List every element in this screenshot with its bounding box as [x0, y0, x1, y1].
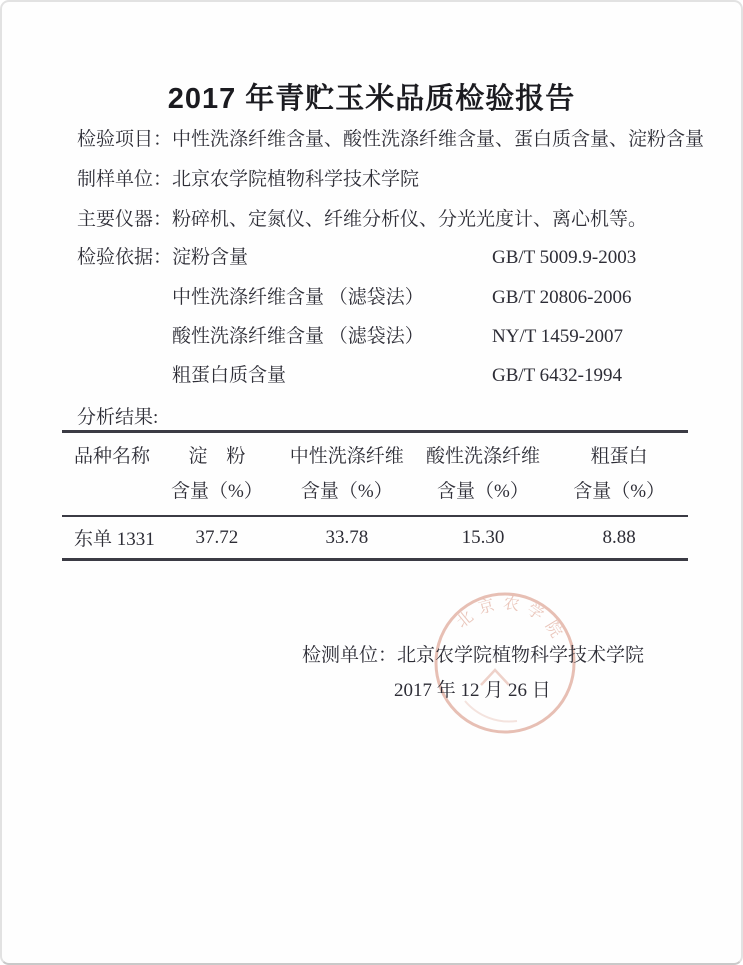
basis-item: 中性洗涤纤维含量 （滤袋法） — [172, 287, 424, 308]
basis-standard: GB/T 5009.9-2003 — [492, 247, 637, 268]
sampling-unit-label: 制样单位： — [77, 169, 173, 190]
basis-standard: NY/T 1459-2007 — [492, 326, 624, 347]
basis-row — [172, 247, 692, 269]
sampling-unit-value: 北京农学院植物科学技术学院 — [172, 169, 420, 190]
ndf-value-cell: 33.78 — [325, 526, 369, 548]
testing-unit-value: 北京农学院植物科学技术学院 — [397, 645, 645, 666]
basis-item: 淀粉含量 — [172, 247, 249, 268]
results-header-row — [62, 432, 688, 517]
instruments-label: 主要仪器： — [77, 209, 173, 230]
adf-value-cell: 15.30 — [461, 526, 505, 548]
report-title: 2017 年青贮玉米品质检验报告 — [167, 83, 576, 115]
testing-unit-line — [302, 645, 644, 667]
basis-row — [172, 287, 692, 309]
sampling-unit-line — [77, 169, 419, 191]
basis-row — [172, 326, 692, 348]
testing-unit-label: 检测单位： — [302, 645, 398, 666]
results-table — [62, 430, 688, 561]
basis-row — [172, 365, 692, 387]
table-row — [62, 516, 688, 560]
column-header-text: 酸性洗涤纤维 — [425, 446, 540, 467]
basis-label: 检验依据： — [77, 247, 173, 268]
protein-value-cell: 8.88 — [602, 526, 636, 548]
column-header-variety — [62, 432, 156, 517]
column-header-text: 淀 粉 — [188, 446, 246, 467]
column-header-protein — [550, 432, 688, 517]
column-header-subtext: 含量（%） — [300, 481, 393, 502]
column-header-text: 品种名称 — [74, 446, 151, 467]
starch-value-cell: 37.72 — [195, 526, 239, 548]
basis-item: 粗蛋白质含量 — [172, 365, 287, 386]
report-date: 2017 年 12 月 26 日 — [394, 680, 551, 701]
inspection-items-label: 检验项目： — [77, 129, 173, 150]
column-header-subtext: 含量（%） — [171, 481, 263, 502]
instruments-value: 粉碎机、定氮仪、纤维分析仪、分光光度计、离心机等。 — [172, 209, 648, 230]
stamp-arc-text: 北京农学院 — [453, 594, 569, 647]
inspection-items-line — [77, 129, 704, 151]
basis-item: 酸性洗涤纤维含量 （滤袋法） — [172, 326, 424, 347]
column-header-text: 粗蛋白 — [590, 446, 648, 467]
basis-standard: GB/T 20806-2006 — [492, 287, 632, 308]
results-label: 分析结果: — [77, 407, 159, 428]
variety-cell: 东单 1331 — [74, 529, 155, 550]
column-header-starch — [156, 432, 278, 517]
basis-standard: GB/T 6432-1994 — [492, 365, 623, 386]
column-header-subtext: 含量（%） — [437, 481, 529, 502]
stamp-smudge — [465, 701, 517, 722]
instruments-line — [77, 209, 647, 231]
column-header-adf — [416, 432, 551, 517]
column-header-text: 中性洗涤纤维 — [289, 446, 404, 467]
column-header-subtext: 含量（%） — [573, 481, 666, 502]
column-header-ndf — [278, 432, 416, 517]
inspection-items-value: 中性洗涤纤维含量、酸性洗涤纤维含量、蛋白质含量、淀粉含量 — [172, 129, 705, 150]
